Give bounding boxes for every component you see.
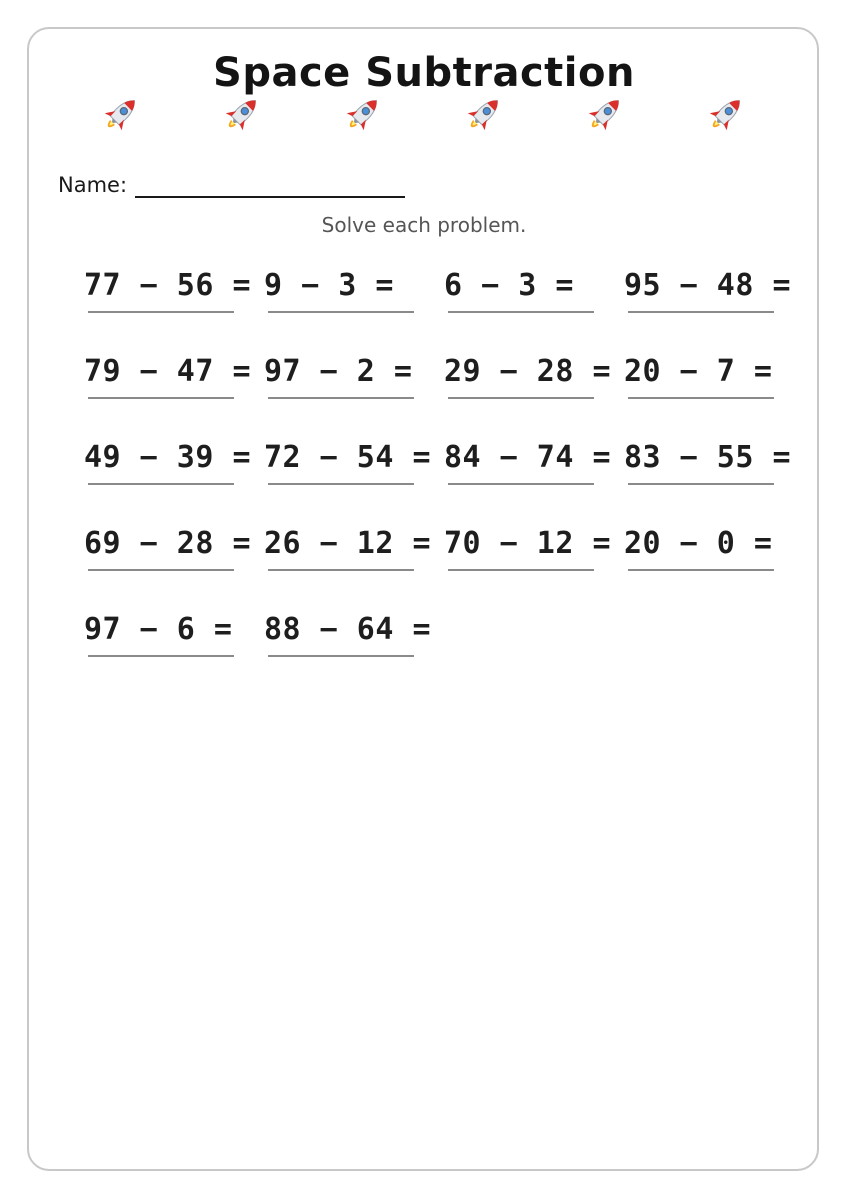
problem-item	[84, 268, 264, 328]
rocket-icon	[583, 92, 627, 136]
problem-item	[84, 354, 264, 414]
rocket-icon	[462, 92, 506, 136]
problem-text: 77 − 56 =	[84, 268, 252, 303]
answer-field[interactable]	[88, 311, 234, 313]
rocket-icon	[704, 92, 748, 136]
answer-field[interactable]	[88, 397, 234, 399]
rocket-icon	[99, 92, 143, 136]
problem-item	[264, 612, 444, 672]
problem-item	[444, 268, 624, 328]
name-field[interactable]	[135, 196, 405, 198]
problem-text: 49 − 39 =	[84, 440, 252, 475]
problem-text: 26 − 12 =	[264, 526, 432, 561]
problem-text: 83 − 55 =	[624, 440, 792, 475]
problem-text: 20 − 7 =	[624, 354, 773, 389]
problem-text: 29 − 28 =	[444, 354, 612, 389]
problem-item	[84, 612, 264, 672]
problem-item	[264, 526, 444, 586]
answer-field[interactable]	[268, 483, 414, 485]
problem-text: 95 − 48 =	[624, 268, 792, 303]
answer-field[interactable]	[268, 569, 414, 571]
worksheet-title: Space Subtraction	[213, 50, 635, 96]
rocket-icon	[220, 92, 264, 136]
answer-field[interactable]	[628, 311, 774, 313]
problem-item	[624, 268, 804, 328]
problem-text: 97 − 2 =	[264, 354, 413, 389]
instructions: Solve each problem.	[321, 213, 527, 237]
problem-text: 6 − 3 =	[444, 268, 574, 303]
problem-item	[84, 526, 264, 586]
problem-text: 88 − 64 =	[264, 612, 432, 647]
problem-text: 72 − 54 =	[264, 440, 432, 475]
problem-item	[624, 354, 804, 414]
problem-item	[444, 440, 624, 500]
answer-field[interactable]	[268, 397, 414, 399]
name-label: Name:	[58, 173, 128, 197]
answer-field[interactable]	[268, 311, 414, 313]
answer-field[interactable]	[448, 397, 594, 399]
answer-field[interactable]	[268, 655, 414, 657]
answer-field[interactable]	[448, 483, 594, 485]
answer-field[interactable]	[88, 483, 234, 485]
problem-item	[444, 526, 624, 586]
problem-text: 79 − 47 =	[84, 354, 252, 389]
problem-text: 70 − 12 =	[444, 526, 612, 561]
problem-item	[264, 440, 444, 500]
problem-text: 97 − 6 =	[84, 612, 233, 647]
rocket-icon	[341, 92, 385, 136]
answer-field[interactable]	[88, 655, 234, 657]
problem-text: 84 − 74 =	[444, 440, 612, 475]
problem-item	[624, 526, 804, 586]
problem-text: 9 − 3 =	[264, 268, 394, 303]
problem-text: 20 − 0 =	[624, 526, 773, 561]
problem-item	[264, 268, 444, 328]
problem-text: 69 − 28 =	[84, 526, 252, 561]
answer-field[interactable]	[628, 397, 774, 399]
worksheet-border	[27, 27, 819, 1171]
answer-field[interactable]	[628, 483, 774, 485]
problem-item	[84, 440, 264, 500]
problem-item	[624, 440, 804, 500]
answer-field[interactable]	[448, 311, 594, 313]
answer-field[interactable]	[448, 569, 594, 571]
problem-item	[444, 354, 624, 414]
answer-field[interactable]	[628, 569, 774, 571]
problem-item	[264, 354, 444, 414]
answer-field[interactable]	[88, 569, 234, 571]
